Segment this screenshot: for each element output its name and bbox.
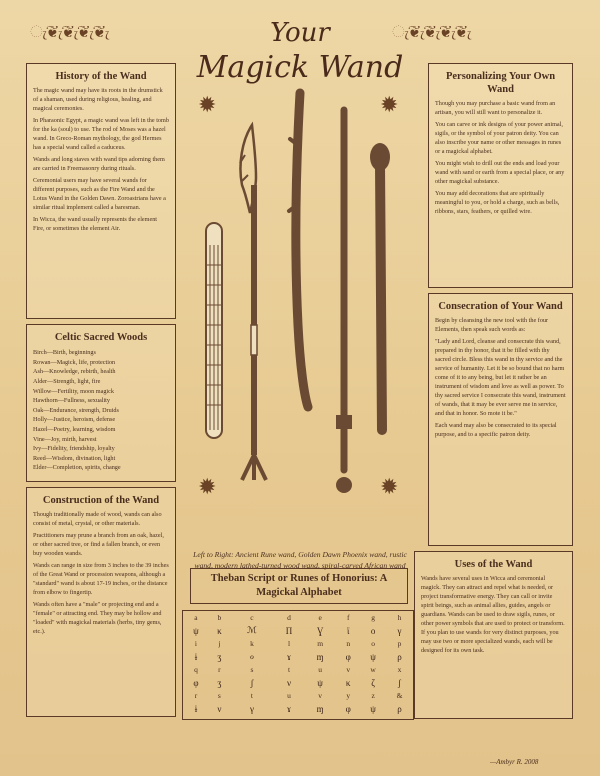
- latin-letter: k: [250, 639, 254, 648]
- personalizing-paragraph: You might wish to drill out the ends and load your wand with sand or earth from a special place, or any other magickal substance.: [435, 160, 565, 186]
- theban-glyph: φ: [193, 677, 199, 688]
- uses-title: Uses of the Wand: [454, 559, 533, 570]
- theban-glyph: ο: [370, 625, 376, 636]
- theban-glyph: ℳ: [247, 625, 257, 635]
- latin-letter: h: [397, 613, 402, 622]
- list-item: Holly—Justice, heroism, defense: [33, 416, 116, 424]
- history-paragraph: Wands and long staves with wand tips adorning them are carried in Freemasonry during rituals.: [33, 156, 165, 172]
- personalizing-paragraph: You can carve or ink designs of your power animal, sigils, or the symbol of your patron deity. You can also inscribe your name or other messages in runes or a magickal alphabet.: [435, 121, 563, 156]
- history-title: History of the Wand: [55, 71, 147, 82]
- theban-glyph: ν: [287, 677, 292, 688]
- latin-letter: r: [194, 691, 198, 700]
- latin-letter: o: [371, 639, 375, 648]
- celtic-title: Celtic Sacred Woods: [54, 332, 148, 343]
- star-icon: ✹: [380, 474, 399, 499]
- latin-letter: j: [218, 639, 221, 648]
- spiral-wand-icon: [370, 143, 390, 430]
- theban-glyph: ρ: [397, 651, 402, 662]
- star-icon: ✹: [198, 92, 217, 117]
- latin-letter: u: [318, 665, 322, 674]
- alphabet-row: [183, 624, 413, 637]
- latin-letter: t: [287, 665, 291, 674]
- latin-letter: x: [397, 665, 402, 674]
- theban-glyph: κ: [217, 625, 222, 636]
- alphabet-row: [183, 702, 413, 715]
- alphabet-row: [183, 676, 413, 689]
- construction-title: Construction of the Wand: [42, 495, 160, 506]
- theban-glyph: ɤ: [287, 703, 292, 714]
- phoenix-wand-icon: [240, 125, 266, 480]
- list-item: Alder—Strength, light, fire: [33, 377, 101, 385]
- consecration-title: Consecration of Your Wand: [438, 301, 563, 312]
- personalizing-paragraph: Though you may purchase a basic wand from an artisan, you will still want to personalize it.: [435, 100, 556, 117]
- theban-glyph: ψ: [193, 625, 199, 636]
- uses-box: [414, 551, 573, 719]
- celtic-woods-box: [26, 324, 176, 482]
- wands-illustration: [190, 85, 410, 505]
- consecration-paragraph: Begin by cleansing the new tool with the four Elements, then speak such words as:: [435, 317, 549, 334]
- theban-glyph: ɤ: [287, 651, 292, 662]
- alphabet-title: Theban Script or Runes of Honorius: A Magickal Alphabet: [190, 568, 408, 604]
- latin-letter: u: [287, 691, 291, 700]
- alphabet-row: [183, 663, 413, 676]
- theban-glyph: ℴ: [249, 651, 255, 661]
- construction-paragraph: Wands often have a "male" or projecting end and a "female" or attracting end. They may be hollow and "loaded" with magickal materials (herbs, tiny gems, etc.).: [33, 600, 162, 635]
- latin-letter: m: [317, 639, 324, 648]
- latin-letter: i: [194, 639, 198, 648]
- lathe-wand-icon: [336, 110, 352, 493]
- theban-glyph: ψ: [370, 703, 376, 714]
- consecration-box: [428, 293, 573, 546]
- theban-glyph: ρ: [397, 703, 402, 714]
- latin-letter: g: [371, 613, 375, 622]
- alphabet-row: [183, 637, 413, 650]
- list-item: Elder—Completion, spirits, change: [33, 464, 121, 472]
- latin-letter: v: [346, 665, 351, 674]
- latin-letter: z: [371, 691, 375, 700]
- rune-wand-icon: [206, 223, 222, 438]
- theban-glyph: ʒ: [217, 677, 222, 688]
- personalizing-paragraph: You may add decorations that are spiritually meaningful to you, or hold a charge, such as bells, ribbons, stars, feathers, or quilled wire.: [435, 190, 560, 216]
- left-scroll-ornament: ැ❦ැ❦ැ❦ැ❦ැ: [30, 24, 109, 41]
- list-item: Reed—Wisdom, divination, light: [33, 454, 116, 462]
- list-item: Ivy—Fidelity, friendship, loyalty: [33, 445, 115, 453]
- list-item: Hazel—Poetry, learning, wisdom: [33, 426, 116, 433]
- theban-glyph: ψ: [317, 677, 323, 688]
- alphabet-row: [183, 689, 413, 702]
- list-item: Rowan—Magick, life, protection: [33, 358, 116, 366]
- list-item: Hawthorn—Fullness, sexuality: [33, 397, 110, 405]
- theban-glyph: ζ: [371, 677, 375, 688]
- star-icon: ✹: [380, 92, 399, 117]
- consecration-paragraph: Each wand may also be consecrated to its special purpose, and to a specific patron deity.: [435, 421, 557, 438]
- theban-glyph: ʃ: [398, 677, 402, 688]
- theban-glyph: γ: [397, 625, 402, 636]
- theban-glyph: ɨ: [194, 703, 198, 714]
- title-line-1: Your: [270, 18, 330, 48]
- latin-letter: b: [217, 613, 222, 622]
- rustic-wand-icon: [296, 93, 308, 407]
- latin-letter: d: [287, 613, 291, 622]
- uses-paragraph: Wands have several uses in Wicca and ceremonial magick. They can attract and repel what is needed, or project transformative energy. They can call or invite spirit beings, such as animal allies, guides, angels or guardians. Wands can be used to draw sigils, runes, or other power symbols that are used to protect or transform. If you plan to use wands for very distinct purposes, you may use two or more specialized wands, each will be designed for its own task.: [421, 575, 565, 654]
- construction-box: [26, 487, 176, 717]
- latin-letter: f: [346, 613, 350, 622]
- latin-letter: q: [194, 665, 198, 674]
- construction-paragraph: Though traditionally made of wood, wands can also consist of metal, crystal, or other materials.: [33, 511, 162, 528]
- latin-letter: p: [397, 639, 402, 648]
- latin-letter: e: [318, 613, 322, 622]
- right-scroll-ornament: ැ❦ැ❦ැ❦ැ❦ැ: [392, 24, 471, 41]
- list-item: Willow—Fertility, moon magick: [33, 387, 114, 395]
- theban-glyph: κ: [345, 677, 351, 688]
- latin-letter: w: [370, 665, 376, 674]
- theban-glyph: φ: [345, 703, 351, 714]
- latin-letter: v: [318, 691, 322, 700]
- latin-letter: a: [194, 613, 198, 622]
- latin-letter: s: [217, 691, 221, 700]
- celtic-list: [33, 348, 169, 473]
- latin-letter: &: [396, 691, 403, 700]
- author-credit: —Ambyr R. 2008: [490, 758, 539, 766]
- title-line-2: Magick Wand: [196, 50, 404, 85]
- list-item: Ash—Knowledge, rebirth, health: [33, 368, 116, 376]
- alphabet-row: [183, 650, 413, 663]
- theban-glyph: ʃ: [250, 677, 254, 688]
- history-paragraph: In Pharaonic Egypt, a magic wand was left in the tomb for the ka (soul) to use. The rod of Moses was a hazel wand. In Greco-Roman mythology, the god Hermes has a special wand called a caduceus.: [33, 117, 169, 152]
- theban-glyph: ɨ: [194, 651, 198, 662]
- theban-glyph: Ɣ: [316, 625, 324, 636]
- list-item: Birch—Birth, beginnings: [33, 349, 96, 357]
- personalizing-title: Personalizing Your Own Wand: [445, 71, 556, 96]
- list-item: Vine—Joy, mirth, harvest: [33, 435, 97, 443]
- consecration-paragraph: "Lady and Lord, cleanse and consecrate this wand, prepared in thy honor, that it be filled with thy sacred circle. Bless this wand in thy service and the service of humanity. Let it be so bound that no harm come of it to any being, but let it rather be an instrument of wisdom and love as well as power. To thy sacred service I consecrate this wand, instrument of wands, that it may be ever serve me in service, and that in honor. So mote it be.": [435, 338, 566, 417]
- theban-glyph: ϊ: [346, 625, 350, 636]
- construction-paragraph: Practitioners may prune a branch from an oak, hazel, or other sacred tree, or find a fallen branch, or even buy wooden wands.: [33, 532, 164, 558]
- history-paragraph: The magic wand may have its roots in the drumstick of a shaman, used during religious, healing, and magical ceremonies.: [33, 87, 163, 113]
- history-paragraph: Ceremonial users may have several wands for different purposes, such as the Fire Wand and the Lotus Wand in the Golden Dawn. Zoroastrians have a similar ritual implement called a baresman.: [33, 176, 166, 211]
- latin-letter: r: [218, 665, 221, 674]
- history-box: [26, 63, 176, 319]
- latin-letter: n: [346, 639, 351, 648]
- wands-caption: Left to Right: Ancient Rune wand, Golden Dawn Phoenix wand, rustic wand, modern lathed-turned wood wand, spiral-carved African wand: [193, 550, 407, 570]
- theban-glyph: γ: [249, 703, 254, 714]
- theban-glyph: ɱ: [316, 651, 324, 662]
- latin-letter: y: [346, 691, 351, 700]
- latin-letter: l: [287, 639, 291, 648]
- star-icon: ✹: [198, 474, 217, 499]
- theban-glyph: φ: [345, 651, 351, 662]
- construction-paragraph: Wands can range in size from 3 inches to the 39 inches of the Great Wand or procession weapons, although a "standard" wand is about 17-19 inches, or the distance from elbow to fingertip.: [33, 562, 169, 596]
- list-item: Oak—Endurance, strength, Druids: [33, 406, 119, 414]
- theban-glyph: ɱ: [316, 703, 324, 714]
- alphabet-table: [182, 610, 414, 720]
- history-paragraph: In Wicca, the wand usually represents the element Fire, or sometimes the element Air.: [33, 215, 158, 232]
- personalizing-box: [428, 63, 573, 288]
- theban-glyph: ʒ: [217, 651, 222, 662]
- latin-letter: t: [250, 691, 254, 700]
- latin-letter: s: [250, 665, 254, 674]
- theban-glyph: ν: [217, 703, 222, 714]
- theban-glyph: Π: [285, 625, 293, 636]
- latin-letter: c: [250, 613, 254, 622]
- theban-glyph: ψ: [370, 651, 376, 662]
- alphabet-row: [183, 611, 413, 624]
